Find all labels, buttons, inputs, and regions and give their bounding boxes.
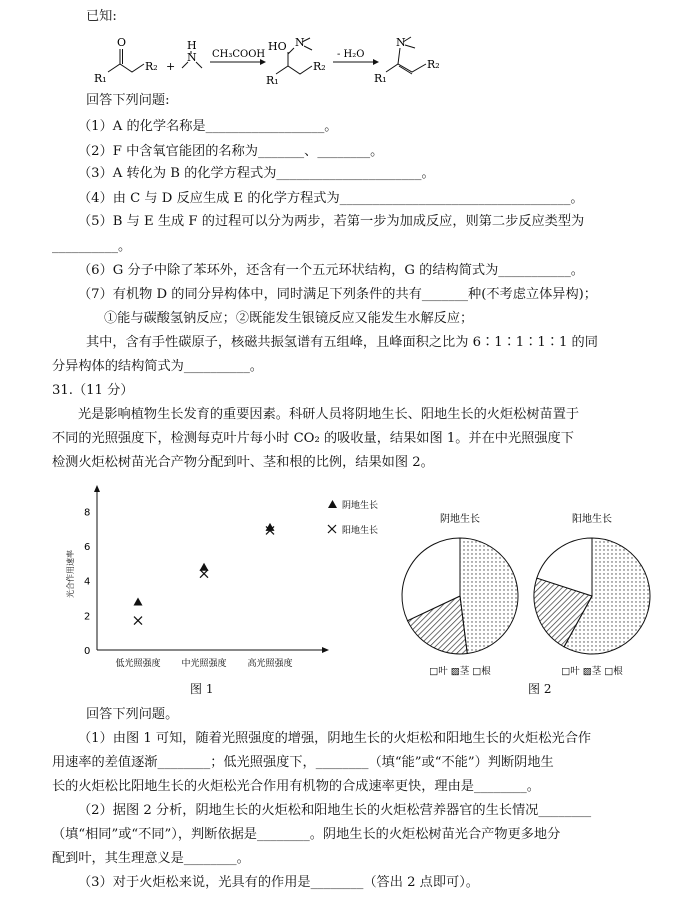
pie-title: 阴地生长 xyxy=(440,514,480,525)
r2-label-3: R₂ xyxy=(427,58,440,71)
ho-label: HO xyxy=(268,40,287,53)
data-point-sun xyxy=(200,570,208,578)
q30-line-4: （4）由 C 与 D 反应生成 E 的化学方程式为___________________________________。 xyxy=(78,191,584,206)
pie-title: 阳地生长 xyxy=(572,514,612,525)
r1-label-3: R₁ xyxy=(374,72,387,85)
legend-label-shade: 阴地生长 xyxy=(342,501,379,511)
q30-line-1: （1）A 的化学名称是__________________。 xyxy=(78,119,338,134)
data-point-shade xyxy=(200,563,209,571)
legend-label-sun: 阳地生长 xyxy=(342,526,379,536)
figure-2-pies xyxy=(398,508,688,698)
q31-answer-1c: 长的火炬松比阳地生长的火炬松光合作用有机物的合成速率更快，理由是________。 xyxy=(52,779,540,794)
x-axis-arrow xyxy=(322,647,329,653)
enamine-structure xyxy=(386,37,426,74)
y-tick-label: 0 xyxy=(84,646,91,657)
q30-line-3: （3）A 转化为 B 的化学方程式为______________________。 xyxy=(78,166,435,181)
q30-line-7c: 分异构体的结构简式为__________。 xyxy=(52,359,263,374)
amine-h-label: H xyxy=(187,39,197,52)
legend-marker-shade xyxy=(328,500,337,508)
y-tick-label: 6 xyxy=(84,542,91,553)
reagent-label: CH₃COOH xyxy=(212,49,266,60)
q31-para-3: 检测火炬松树苗光合产物分配到叶、茎和根的比例，结果如图 2。 xyxy=(52,455,434,470)
q31-para-2: 不同的光照强度下，检测每克叶片每小时 CO₂ 的吸收量，结果如图 1。并在中光照强度下 xyxy=(52,431,574,446)
q30-intro: 回答下列问题: xyxy=(86,93,170,108)
q31-answer-2: （2）据图 2 分析，阴地生长的火炬松和阳地生长的火炬松营养器官的生长情况________ xyxy=(78,803,592,818)
enamine-n-label: N xyxy=(396,36,406,49)
ketone-structure xyxy=(108,49,144,72)
intermediate-n-label: N xyxy=(295,36,305,49)
q31-para-1: 光是影响植物生长发育的重要因素。科研人员将阴地生长、阳地生长的火炬松树苗置于 xyxy=(78,407,580,422)
q31-answer-1b: 用速率的差值逐渐________；低光照强度下，________（填“能”或“不能”）判断阴地生 xyxy=(52,755,554,770)
data-point-sun xyxy=(134,617,142,625)
figure-1-chart xyxy=(66,480,400,670)
dehydration-label: - H₂O xyxy=(337,49,365,60)
q31-header: 31.（11 分） xyxy=(52,383,134,398)
q31-answer-2b: （填“相同”或“不同”），判断依据是________。阴地生长的火炬松树苗光合产物更多地分 xyxy=(52,827,561,842)
q31-answer-2c: 配到叶，其生理意义是________。 xyxy=(52,851,250,866)
figure-1-caption: 图 1 xyxy=(190,682,214,696)
y-axis-arrow xyxy=(94,485,100,492)
figure-2-caption: 图 2 xyxy=(528,682,552,696)
y-tick-label: 8 xyxy=(84,507,91,519)
reaction-scheme xyxy=(90,32,450,90)
q30-line-7a: ①能与碳酸氢钠反应；②既能发生银镜反应又能发生水解反应； xyxy=(104,311,474,326)
y-tick-label: 4 xyxy=(84,576,91,588)
q31-answer-3: （3）对于火炬松来说，光具有的作用是________（答出 2 点即可）。 xyxy=(78,875,479,890)
pie-legend: □叶 ▨茎 □根 xyxy=(429,666,491,677)
x-tick-label: 低光照强度 xyxy=(115,659,161,669)
oxygen-label: O xyxy=(117,36,127,49)
q31-answer-1: （1）由图 1 可知，随着光照强度的增强，阴地生长的火炬松和阳地生长的火炬松光合作 xyxy=(78,731,592,746)
x-tick-label: 中光照强度 xyxy=(181,659,227,669)
q30-line-6: （6）G 分子中除了苯环外，还含有一个五元环状结构，G 的结构简式为___________。 xyxy=(78,263,584,278)
r1-label: R₁ xyxy=(94,72,107,85)
amine-n-label: N xyxy=(187,51,197,64)
q31-intro: 回答下列问题。 xyxy=(86,707,179,722)
pie-slice-root xyxy=(460,538,518,654)
q30-line-7: （7）有机物 D 的同分异构体中，同时满足下列条件的共有_______种(不考虑立体异构)； xyxy=(78,287,597,302)
q30-line-5: （5）B 与 E 生成 F 的过程可以分为两步，若第一步为加成反应，则第二步反应类型为 xyxy=(78,214,585,229)
q30-line-7b: 其中，含有手性碳原子，核磁共振氢谱有五组峰，且峰面积之比为 6∶1∶1∶1∶1 的同 xyxy=(86,335,598,350)
r2-label: R₂ xyxy=(145,60,158,73)
x-tick-label: 高光照强度 xyxy=(247,659,293,669)
r2-label-2: R₂ xyxy=(313,60,326,73)
data-point-shade xyxy=(134,597,143,605)
known-label: 已知: xyxy=(86,9,117,24)
q30-line-5b: __________。 xyxy=(52,239,132,254)
plus-sign: + xyxy=(166,60,176,73)
r1-label-2: R₁ xyxy=(266,74,279,87)
legend-marker-sun xyxy=(328,525,336,533)
pie-legend: □叶 ▨茎 □根 xyxy=(561,666,623,677)
q30-line-2: （2）F 中含氧官能团的名称为_______、________。 xyxy=(78,144,384,159)
y-axis-label: 光合作用速率 xyxy=(66,550,75,598)
y-tick-label: 2 xyxy=(84,611,91,623)
